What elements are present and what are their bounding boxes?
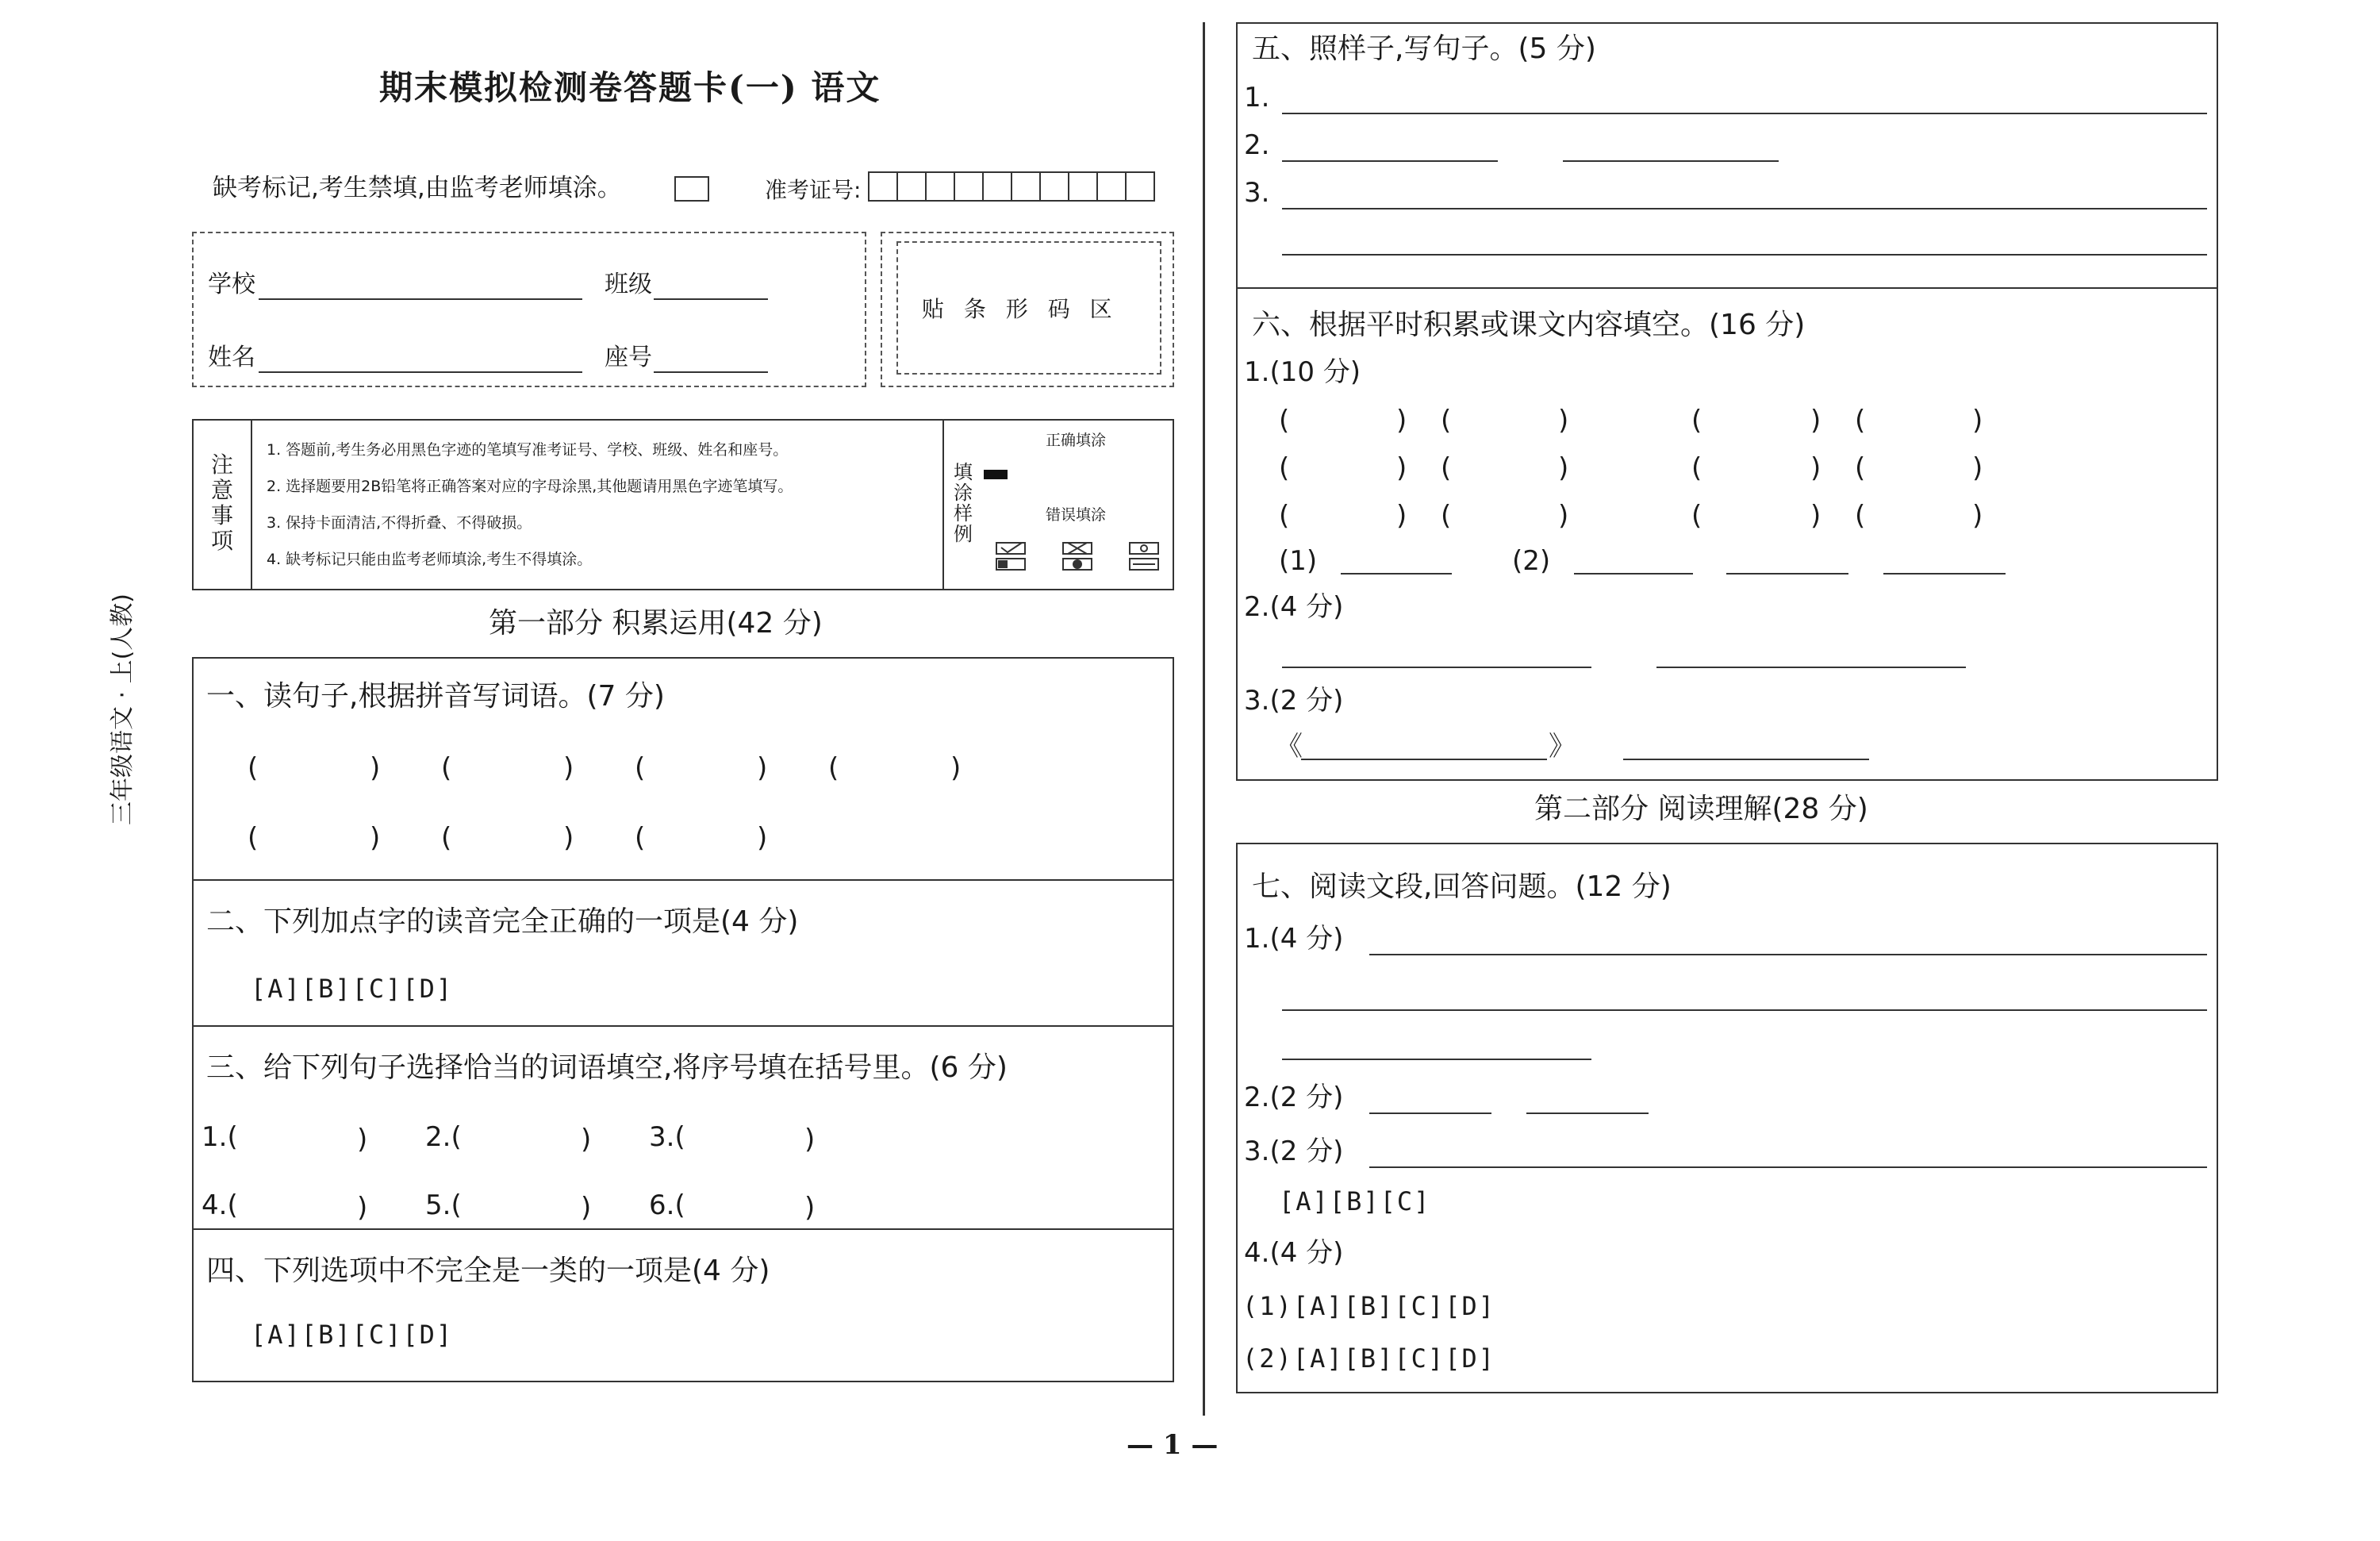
center-divider xyxy=(1203,22,1205,1416)
barcode-area-outer xyxy=(881,232,1174,387)
page-title: 期末模拟检测卷答题卡(一) 语文 xyxy=(379,68,881,107)
q7-line[interactable] xyxy=(1526,1113,1649,1114)
notice-item: 4. 缺考标记只能由监考老师填涂,考生不得填涂。 xyxy=(267,551,593,568)
q7-title: 七、阅读文段,回答问题。(12 分) xyxy=(1252,870,1672,903)
q4-title: 四、下列选项中不完全是一类的一项是(4 分) xyxy=(206,1255,770,1287)
q3-item: 1.( xyxy=(202,1121,238,1153)
book-title-close: 》 xyxy=(1549,731,1576,763)
q5-num: 1. xyxy=(1244,82,1270,113)
q5-num: 2. xyxy=(1244,129,1270,161)
q3-item: 6.( xyxy=(649,1189,685,1221)
q5-title: 五、照样子,写句子。(5 分) xyxy=(1252,33,1596,65)
q5-line[interactable] xyxy=(1563,160,1779,162)
q7-sub1: 1.(4 分) xyxy=(1244,923,1344,955)
q6-line[interactable] xyxy=(1726,573,1848,575)
exam-number-grid[interactable] xyxy=(868,171,1155,203)
wrong-fill-samples xyxy=(995,541,1161,573)
q7-sub4-2[interactable]: (2)[A][B][C][D] xyxy=(1242,1343,1495,1374)
part1-heading: 第一部分 积累运用(42 分) xyxy=(489,607,823,640)
school-field[interactable] xyxy=(259,298,582,300)
q5-line[interactable] xyxy=(1282,160,1498,162)
part2-heading: 第二部分 阅读理解(28 分) xyxy=(1534,793,1868,825)
absent-note: 缺考标记,考生禁填,由监考老师填涂。 xyxy=(213,174,622,202)
exam-number-label: 准考证号: xyxy=(765,177,862,203)
left-answer-box: 一、读句子,根据拼音写词语。(7 分) ( ) ( ) ( ) ( ) ( ) ( ) ( ) 二、下列加点字的读音完全正确的一项是(4 分) [A][B][C][D] 三、给下列句子选择恰当的词语填空,将序号填在括号里。(6 分) 1.( ) 2.( ) 3.( ) 4.( ) 5.( ) 6.( ) 四、下列选项中不完全是一类的一项是(4 分) [A][B][C][D] xyxy=(192,657,1174,1382)
q3-title: 三、给下列句子选择恰当的词语填空,将序号填在括号里。(6 分) xyxy=(206,1051,1008,1084)
q3-item: 3.( xyxy=(649,1121,685,1153)
absent-mark-box[interactable] xyxy=(674,176,709,202)
page-number: — 1 — xyxy=(1127,1429,1219,1461)
q7-sub4: 4.(4 分) xyxy=(1244,1237,1344,1269)
q6-sub3: 3.(2 分) xyxy=(1244,685,1344,717)
q5-line[interactable] xyxy=(1282,113,2207,114)
q7-sub3-choices[interactable]: [A][B][C] xyxy=(1279,1186,1431,1216)
q1-title: 一、读句子,根据拼音写词语。(7 分) xyxy=(206,680,665,713)
correct-fill-label: 正确填涂 xyxy=(1046,432,1107,449)
q7-sub2: 2.(2 分) xyxy=(1244,1082,1344,1113)
name-label: 姓名 xyxy=(208,344,255,371)
notice-label: 注意事项 xyxy=(211,452,234,554)
q7-line[interactable] xyxy=(1369,954,2207,955)
name-field[interactable] xyxy=(259,371,582,373)
right-top-box: 五、照样子,写句子。(5 分) 1. 2. 3. 六、根据平时积累或课文内容填空。(16 分) 1.(10 分) ( ) ( ) ( ) ( ) ( ) ( ) ( ) ( ) ( ) ( ) ( ) ( ) (1) (2) 2.(4 分) 3.(2 分) 《 》 xyxy=(1236,22,2218,781)
seat-label: 座号 xyxy=(605,344,652,371)
q3-item: 5.( xyxy=(425,1189,462,1221)
notice-item: 2. 选择题要用2B铅笔将正确答案对应的字母涂黑,其他题请用黑色字迹笔填写。 xyxy=(267,478,793,495)
q6-sub2: 2.(4 分) xyxy=(1244,591,1344,623)
q6-sub1: 1.(10 分) xyxy=(1244,356,1361,388)
q5-line[interactable] xyxy=(1282,254,2207,256)
q3-item: 4.( xyxy=(202,1189,238,1221)
q7-sub4-1[interactable]: (1)[A][B][C][D] xyxy=(1242,1291,1495,1321)
notice-box xyxy=(192,419,1174,590)
q7-line[interactable] xyxy=(1282,1009,2207,1011)
notice-item: 1. 答题前,考生务必用黑色字迹的笔填写准考证号、学校、班级、姓名和座号。 xyxy=(267,441,789,459)
q6-title: 六、根据平时积累或课文内容填空。(16 分) xyxy=(1252,309,1806,341)
q6-line[interactable] xyxy=(1574,573,1693,575)
barcode-area: 贴 条 形 码 区 xyxy=(896,241,1161,375)
q7-line[interactable] xyxy=(1369,1166,2207,1168)
right-bottom-box xyxy=(1236,843,2218,1393)
q5-line[interactable] xyxy=(1282,208,2207,209)
q6-line[interactable] xyxy=(1282,667,1591,668)
class-label: 班级 xyxy=(605,271,652,298)
q6-line[interactable] xyxy=(1341,573,1452,575)
seat-field[interactable] xyxy=(654,371,768,373)
q6-line[interactable] xyxy=(1623,759,1869,760)
q7-line[interactable] xyxy=(1282,1059,1591,1060)
q7-line[interactable] xyxy=(1369,1113,1491,1114)
q6-line[interactable] xyxy=(1883,573,2006,575)
correct-fill-sample xyxy=(984,470,1008,479)
q2-choices[interactable]: [A][B][C][D] xyxy=(251,974,454,1004)
sample-label: 填涂样例 xyxy=(954,461,973,545)
q7-sub3: 3.(2 分) xyxy=(1244,1136,1344,1167)
q6-p2: (2) xyxy=(1512,545,1551,577)
class-field[interactable] xyxy=(654,298,768,300)
notice-item: 3. 保持卡面清洁,不得折叠、不得破损。 xyxy=(267,514,532,532)
school-label: 学校 xyxy=(208,271,255,298)
student-info-box xyxy=(192,232,866,387)
q6-line[interactable] xyxy=(1656,667,1966,668)
q6-book-line[interactable] xyxy=(1301,759,1547,760)
q6-p1: (1) xyxy=(1279,545,1318,577)
q2-title: 二、下列加点字的读音完全正确的一项是(4 分) xyxy=(206,905,799,938)
q5-num: 3. xyxy=(1244,177,1270,209)
spine-text: 三年级语文 · 上(人教) xyxy=(109,593,136,825)
q4-choices[interactable]: [A][B][C][D] xyxy=(251,1320,454,1350)
q3-item: 2.( xyxy=(425,1121,462,1153)
wrong-fill-label: 错误填涂 xyxy=(1046,506,1107,524)
book-title-open: 《 xyxy=(1276,731,1303,763)
